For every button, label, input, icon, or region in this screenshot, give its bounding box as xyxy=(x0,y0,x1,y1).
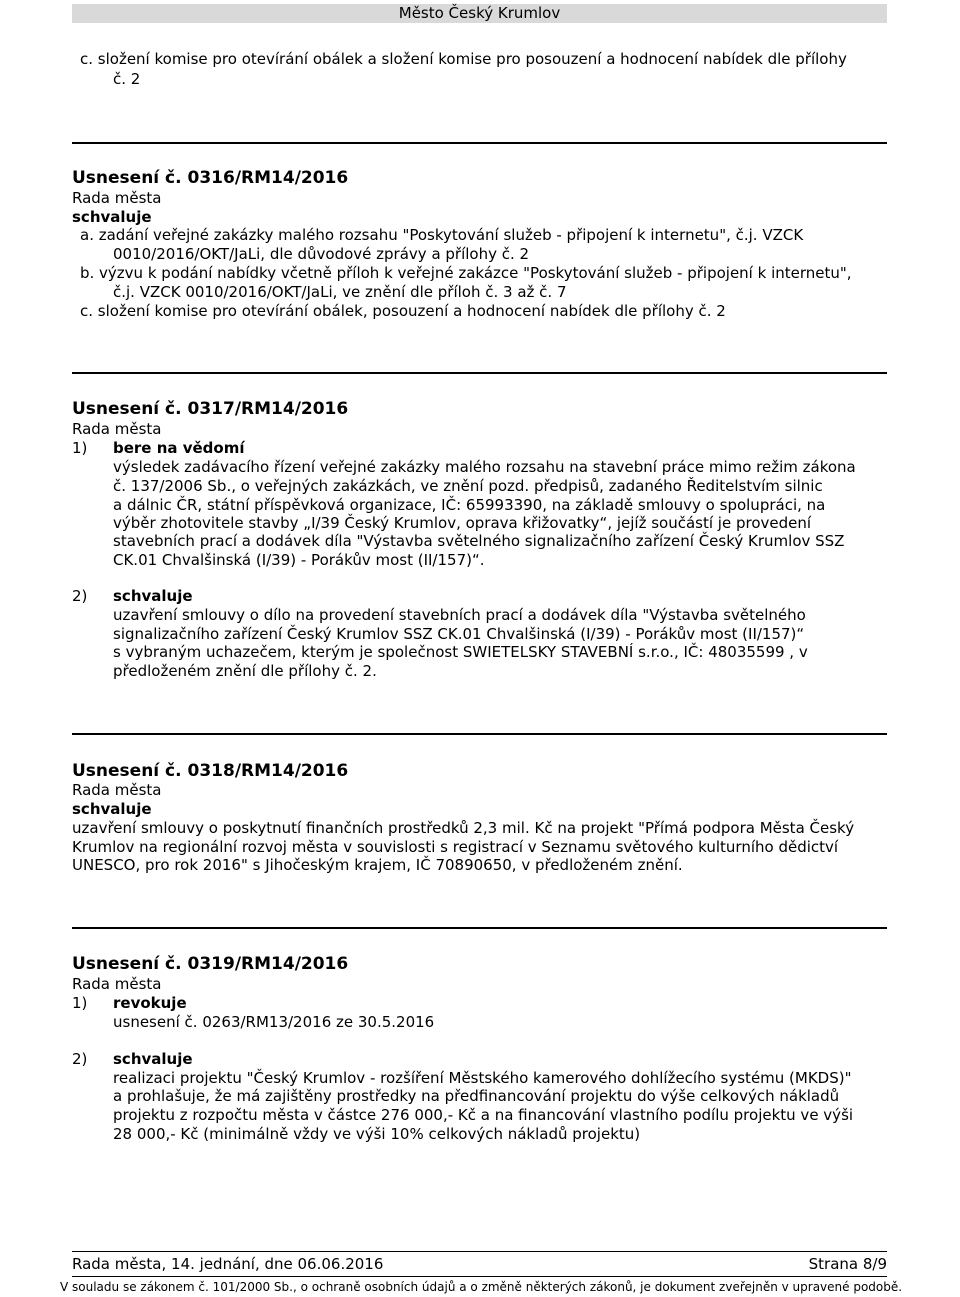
section-divider xyxy=(72,733,887,735)
item-text-line: výsledek zadávacího řízení veřejné zakázky malého rozsahu na stavební práce mimo režim zákona xyxy=(113,458,856,476)
section-divider xyxy=(72,142,887,144)
item-text-line: výběr zhotovitele stavby „I/39 Český Krumlov, oprava křižovatky“, jejíž součástí je provedení xyxy=(113,514,812,532)
footer-page-number: Strana 8/9 xyxy=(808,1255,887,1273)
item-text-line: UNESCO, pro rok 2016" s Jihočeským krajem, IČ 70890650, v předloženém znění. xyxy=(72,856,683,874)
item-b-line1: b. výzvu k podání nabídky včetně příloh k veřejné zakázce "Poskytování služeb - připojení k internetu", xyxy=(80,264,852,282)
resolution-title: Usnesení č. 0316/RM14/2016 xyxy=(72,168,349,188)
item-text-line: projektu z rozpočtu města v částce 276 000,- Kč a na financování vlastního podílu projektu ve výši xyxy=(113,1106,854,1124)
footer-meeting-info: Rada města, 14. jednání, dne 06.06.2016 xyxy=(72,1255,384,1273)
item-text-line: CK.01 Chvalšinská (I/39) - Porákův most (II/157)“. xyxy=(113,551,485,569)
item-c-line1: c. složení komise pro otevírání obálek, posouzení a hodnocení nabídek dle přílohy č. 2 xyxy=(80,302,726,320)
item-number: 1) xyxy=(72,994,88,1012)
item-text-line: 28 000,- Kč (minimálně vždy ve výši 10% celkových nákladů projektu) xyxy=(113,1125,641,1143)
resolution-title: Usnesení č. 0318/RM14/2016 xyxy=(72,761,349,781)
item-a-line2: 0010/2016/OKT/JaLi, dle důvodové zprávy a přílohy č. 2 xyxy=(113,245,530,263)
item-verb: bere na vědomí xyxy=(113,439,245,457)
item-number: 2) xyxy=(72,1050,88,1068)
item-text-line: usnesení č. 0263/RM13/2016 ze 30.5.2016 xyxy=(113,1013,435,1031)
resolution-verb: schvaluje xyxy=(72,800,152,818)
item-text-line: a dálnic ČR, státní příspěvková organizace, IČ: 65993390, na základě smlouvy o spolupráci, na xyxy=(113,496,826,514)
resolution-title: Usnesení č. 0319/RM14/2016 xyxy=(72,954,349,974)
item-text-line: stavebních prací a dodávek díla "Výstavba světelného signalizačního zařízení Český Krumlov SSZ xyxy=(113,532,845,550)
item-text-line: a prohlašuje, že má zajištěny prostředky na předfinancování projektu do výše celkových nákladů xyxy=(113,1087,840,1105)
resolution-body: Rada města xyxy=(72,975,162,993)
header-title: Město Český Krumlov xyxy=(398,4,561,22)
footer-legal-note: V souladu se zákonem č. 101/2000 Sb., o ochraně osobních údajů a o změně některých zákonů, je dokument zveřejněn v upravené podobě. xyxy=(60,1280,903,1294)
item-verb: revokuje xyxy=(113,994,187,1012)
item-text-line: realizaci projektu "Český Krumlov - rozšíření Městského kamerového dohlížecího systému (MKDS)" xyxy=(113,1069,852,1087)
section-divider xyxy=(72,372,887,374)
item-b-line2: č.j. VZCK 0010/2016/OKT/JaLi, ve znění dle příloh č. 3 až č. 7 xyxy=(113,283,567,301)
resolution-title: Usnesení č. 0317/RM14/2016 xyxy=(72,399,349,419)
resolution-body: Rada města xyxy=(72,189,162,207)
item-number: 1) xyxy=(72,439,88,457)
footer-divider xyxy=(72,1251,887,1252)
page-header xyxy=(72,4,887,23)
prev-item-c-line1: c. složení komise pro otevírání obálek a složení komise pro posouzení a hodnocení nabídek dle přílohy xyxy=(80,50,847,68)
item-text-line: č. 137/2006 Sb., o veřejných zakázkách, ve znění pozd. předpisů, zadaného Ředitelstvím silnic xyxy=(113,477,823,495)
prev-item-c-line2: č. 2 xyxy=(113,70,141,88)
resolution-body: Rada města xyxy=(72,420,162,438)
resolution-body: Rada města xyxy=(72,781,162,799)
section-divider xyxy=(72,927,887,929)
item-verb: schvaluje xyxy=(113,587,193,605)
item-text-line: předloženém znění dle přílohy č. 2. xyxy=(113,662,377,680)
footer-divider xyxy=(72,1276,887,1277)
item-verb: schvaluje xyxy=(113,1050,193,1068)
resolution-verb: schvaluje xyxy=(72,208,152,226)
item-text-line: Krumlov na regionální rozvoj města v souvislosti s registrací v Seznamu světového kulturního dědictví xyxy=(72,838,839,856)
item-text-line: signalizačního zařízení Český Krumlov SSZ CK.01 Chvalšinská (I/39) - Porákův most (II/157)“ xyxy=(113,625,805,643)
item-number: 2) xyxy=(72,587,88,605)
item-text-line: s vybraným uchazečem, kterým je společnost SWIETELSKY STAVEBNÍ s.r.o., IČ: 48035599 , v xyxy=(113,643,808,661)
item-text-line: uzavření smlouvy o dílo na provedení stavebních prací a dodávek díla "Výstavba světelného xyxy=(113,606,806,624)
item-text-line: uzavření smlouvy o poskytnutí finančních prostředků 2,3 mil. Kč na projekt "Přímá podpora Města Český xyxy=(72,819,855,837)
item-a-line1: a. zadání veřejné zakázky malého rozsahu "Poskytování služeb - připojení k internetu", č.j. VZCK xyxy=(80,226,804,244)
